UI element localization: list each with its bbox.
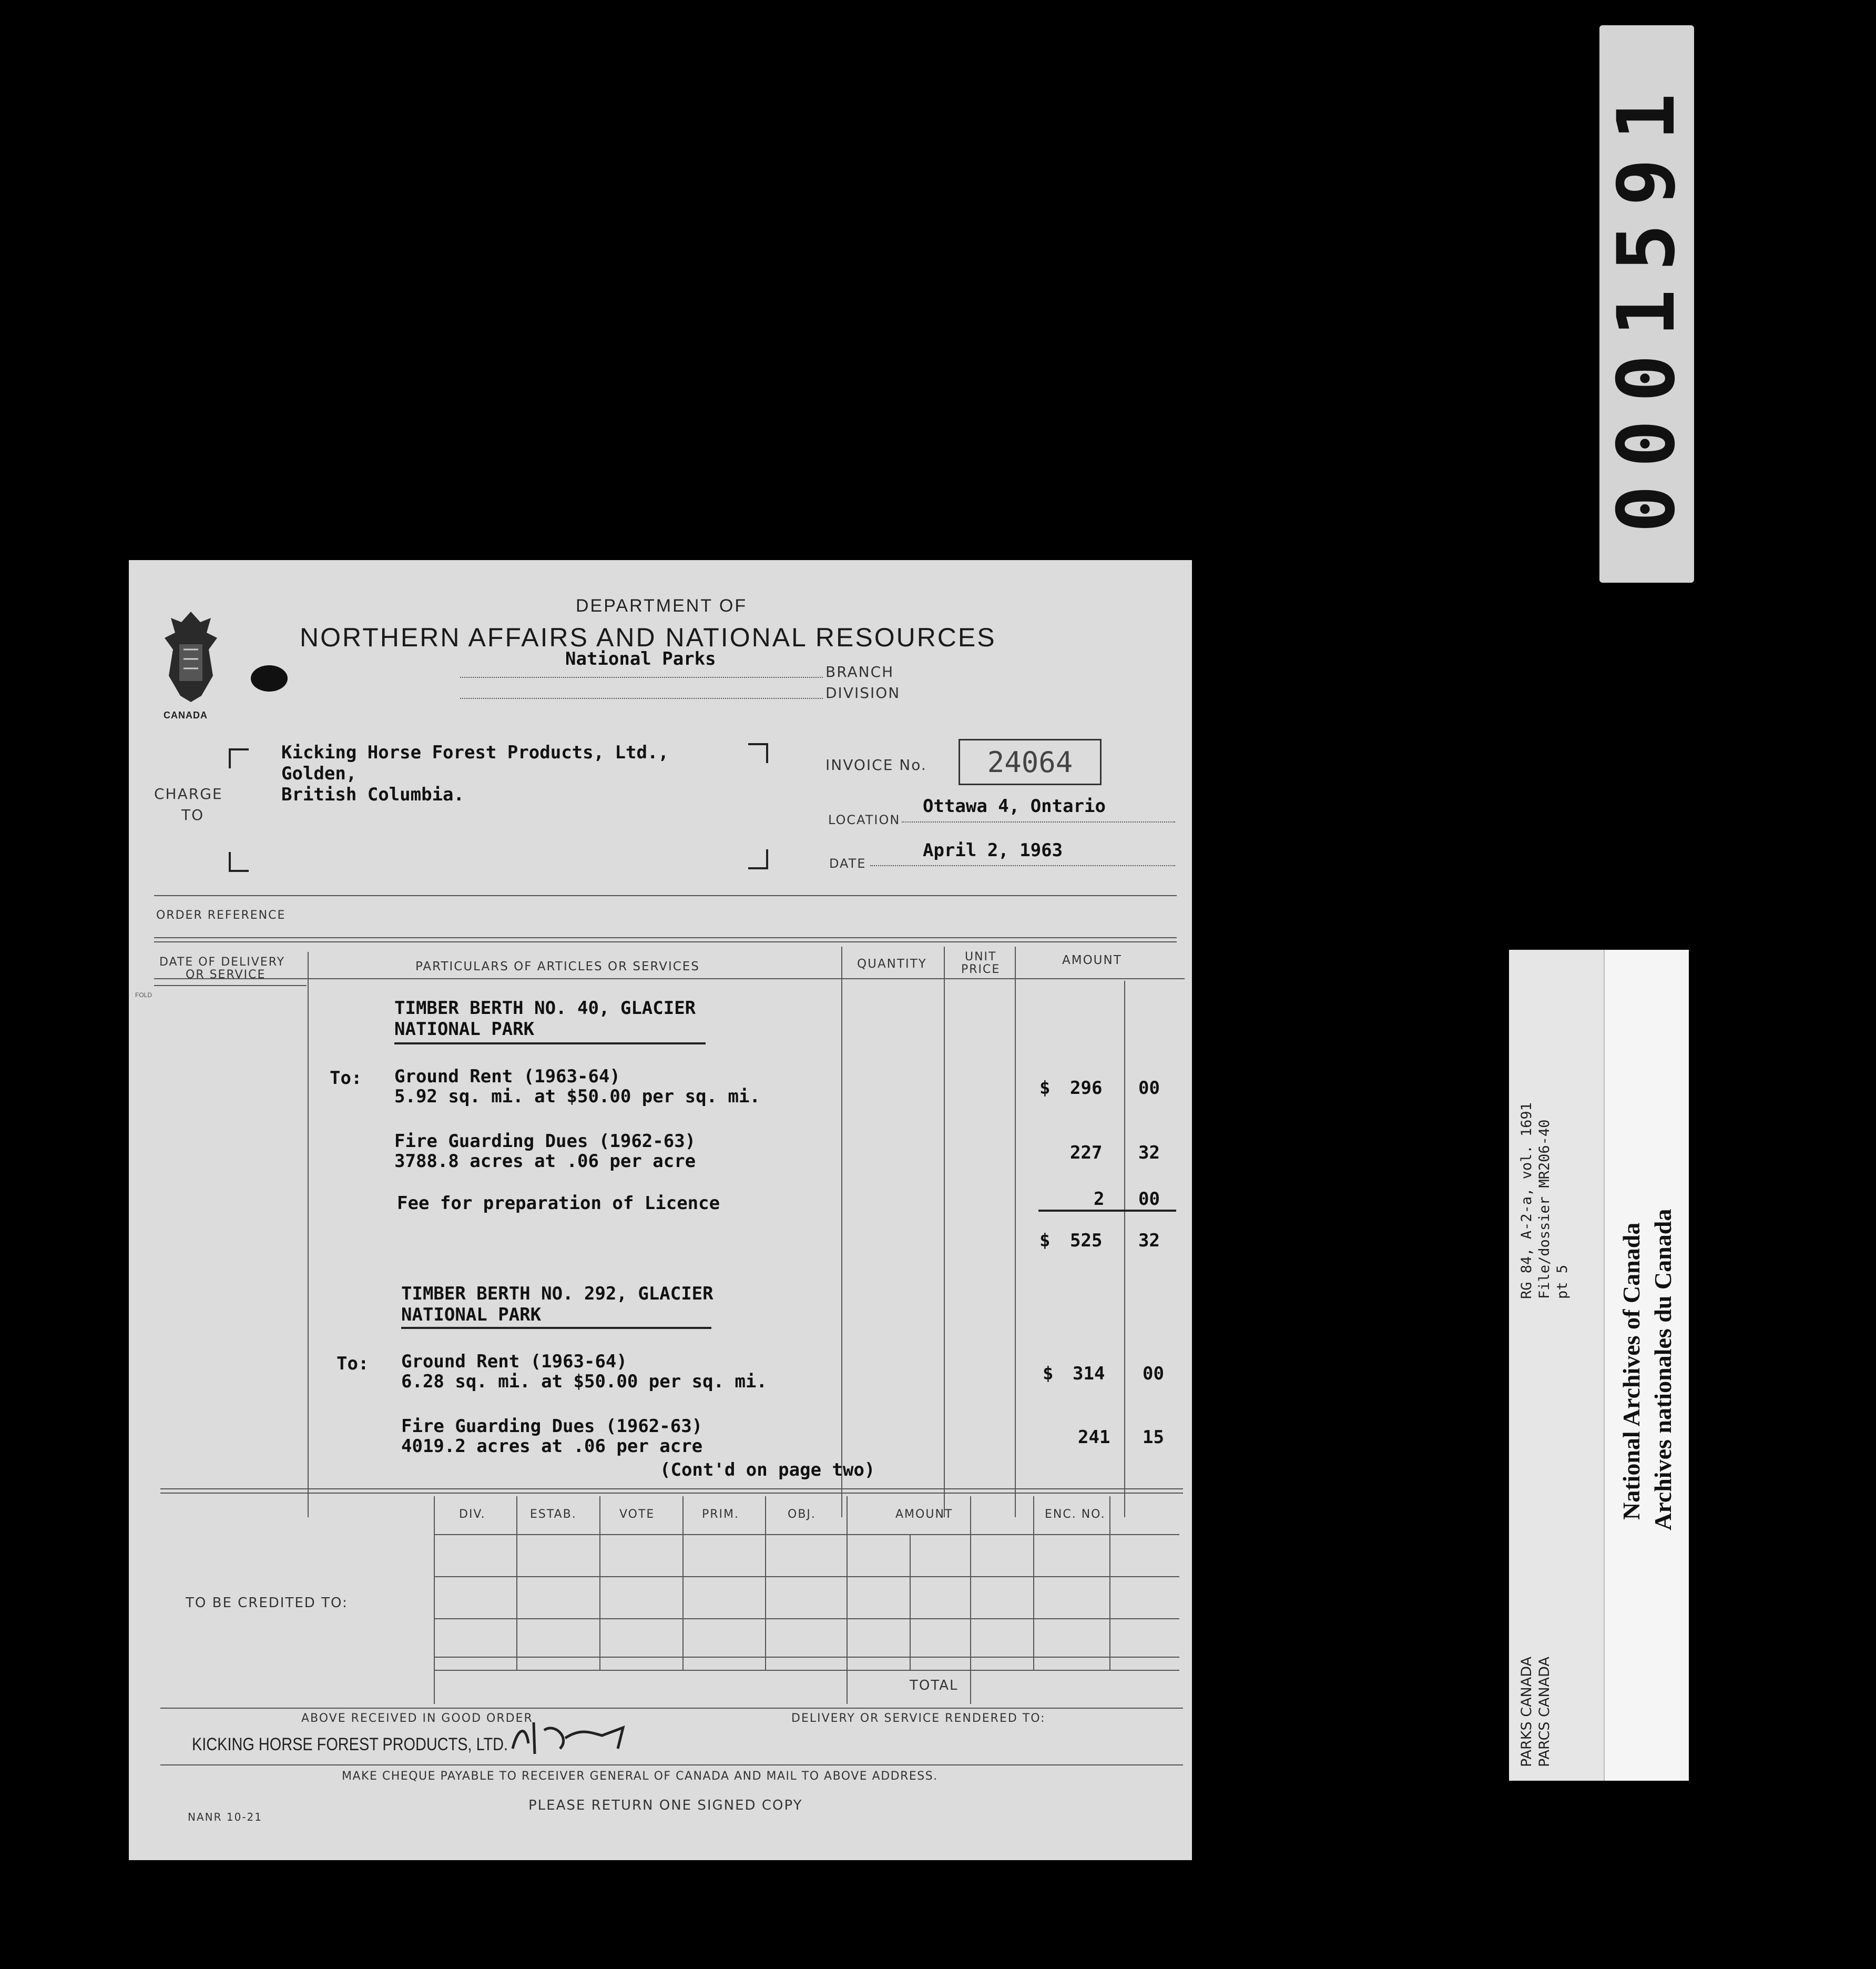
berth-1-title: NATIONAL PARK [394, 1019, 535, 1040]
archives-name-fr: Archives nationales du Canada [1649, 1209, 1676, 1530]
amount-value: 2 [1094, 1189, 1105, 1210]
archives-name-en: National Archives of Canada [1618, 1222, 1645, 1520]
address-corner [229, 852, 249, 872]
fold-mark: FOLD [135, 991, 152, 999]
berth-1-total-cents: 32 [1138, 1230, 1160, 1251]
credited-to-label: TO BE CREDITED TO: [186, 1595, 348, 1611]
amount-cents: 00 [1143, 1363, 1164, 1384]
department-name: NORTHERN AFFAIRS AND NATIONAL RESOURCES [300, 623, 996, 652]
date-of-delivery-header: OR SERVICE [186, 968, 266, 981]
address-corner [748, 849, 768, 869]
date-of-delivery-header: DATE OF DELIVERY [159, 956, 286, 969]
amount-cents: 15 [1143, 1427, 1164, 1448]
amount-value: 241 [1078, 1427, 1110, 1448]
total-dollar: $ [1039, 1230, 1051, 1251]
archive-ref-line: pt 5 [1554, 1264, 1571, 1299]
line-item-text: 3788.8 acres at .06 per acre [394, 1151, 696, 1172]
line-item-text: Fee for preparation of Licence [397, 1193, 720, 1214]
credit-col-vote: VOTE [619, 1508, 655, 1521]
credit-table [434, 1496, 1179, 1704]
berth-2-to: To: [337, 1353, 369, 1374]
amount-cents: 32 [1138, 1142, 1160, 1163]
canada-crest [154, 607, 228, 715]
address-corner [229, 748, 249, 768]
amount-value: 296 [1070, 1078, 1103, 1099]
continued-note: (Cont'd on page two) [660, 1459, 875, 1480]
ink-blot [251, 665, 288, 692]
charge-to-line: British Columbia. [281, 784, 464, 805]
frame-number: 0001591 [1601, 75, 1693, 533]
crest-caption: CANADA [164, 710, 208, 720]
branch-label: BRANCH [825, 663, 894, 681]
quantity-header: QUANTITY [857, 957, 927, 971]
agency-line: PARCS CANADA [1536, 1657, 1553, 1767]
address-corner [748, 743, 768, 763]
department-of: DEPARTMENT OF [576, 596, 748, 616]
amount-cents: 00 [1138, 1189, 1160, 1210]
amount-header: AMOUNT [1062, 953, 1122, 967]
credit-col-amount: AMOUNT [895, 1508, 953, 1521]
date-value: April 2, 1963 [923, 840, 1063, 861]
branch-value: National Parks [565, 648, 716, 669]
credit-col-div: DIV. [459, 1508, 486, 1521]
line-item-text: 6.28 sq. mi. at $50.00 per sq. mi. [401, 1371, 767, 1392]
order-reference-label: ORDER REFERENCE [156, 909, 286, 922]
credit-col-estab: ESTAB. [530, 1508, 577, 1521]
amount-value: 227 [1070, 1142, 1103, 1163]
return-instructions: PLEASE RETURN ONE SIGNED COPY [528, 1798, 803, 1813]
form-number: NANR 10-21 [188, 1811, 262, 1823]
credit-total-label: TOTAL [910, 1678, 959, 1693]
line-item-text: Fire Guarding Dues (1962-63) [394, 1131, 696, 1152]
charge-to-line: Kicking Horse Forest Products, Ltd., [281, 742, 669, 763]
line-item-text: Fire Guarding Dues (1962-63) [401, 1416, 703, 1437]
company-stamp: KICKING HORSE FOREST PRODUCTS, LTD. [192, 1734, 508, 1754]
signature-icon [502, 1707, 639, 1764]
delivery-label: DELIVERY OR SERVICE RENDERED TO: [791, 1712, 1046, 1725]
credit-col-prim: PRIM. [702, 1508, 740, 1521]
amount-value: 314 [1073, 1363, 1105, 1384]
division-label: DIVISION [825, 684, 901, 702]
credit-col-obj: OBJ. [788, 1508, 816, 1521]
archive-ref-line: File/dossier MR206-40 [1536, 1119, 1553, 1299]
amount-cents: 00 [1138, 1078, 1160, 1099]
date-label: DATE [829, 856, 866, 871]
line-item-text: Ground Rent (1963-64) [394, 1066, 620, 1087]
berth-1-to: To: [330, 1068, 362, 1089]
line-item-text: Ground Rent (1963-64) [401, 1351, 627, 1372]
charge-to-line: Golden, [281, 763, 357, 784]
crest-icon [154, 607, 228, 713]
signature [502, 1707, 639, 1767]
berth-2-title: TIMBER BERTH NO. 292, GLACIER [401, 1283, 713, 1304]
credit-col-enc-no: ENC. NO. [1045, 1508, 1106, 1521]
charge-label: TO [181, 806, 205, 824]
location-value: Ottawa 4, Ontario [923, 796, 1106, 817]
frame-number-strip [1599, 25, 1694, 583]
line-item-text: 5.92 sq. mi. at $50.00 per sq. mi. [394, 1086, 760, 1107]
location-label: LOCATION [828, 813, 901, 827]
particulars-header: PARTICULARS OF ARTICLES OR SERVICES [415, 960, 700, 973]
unit-price-header: UNIT [965, 950, 997, 963]
line-item-text: 4019.2 acres at .06 per acre [401, 1436, 703, 1457]
charge-label: CHARGE [154, 785, 223, 803]
invoice-form [129, 560, 1192, 1860]
berth-1-title: TIMBER BERTH NO. 40, GLACIER [394, 998, 696, 1019]
received-label: ABOVE RECEIVED IN GOOD ORDER [301, 1712, 533, 1725]
amount-dollar: $ [1039, 1078, 1051, 1099]
unit-price-header: PRICE [961, 963, 1001, 976]
archive-ref-line: RG 84, A-2-a, vol. 1691 [1518, 1102, 1535, 1299]
invoice-no-label: INVOICE No. [825, 756, 927, 774]
amount-dollar: $ [1043, 1363, 1054, 1384]
invoice-number: 24064 [959, 739, 1102, 785]
cheque-instructions: MAKE CHEQUE PAYABLE TO RECEIVER GENERAL OF CANADA AND MAIL TO ABOVE ADDRESS. [342, 1770, 938, 1783]
berth-1-total: 525 [1070, 1230, 1103, 1251]
agency-line: PARKS CANADA [1518, 1657, 1535, 1767]
berth-2-title: NATIONAL PARK [401, 1304, 542, 1325]
